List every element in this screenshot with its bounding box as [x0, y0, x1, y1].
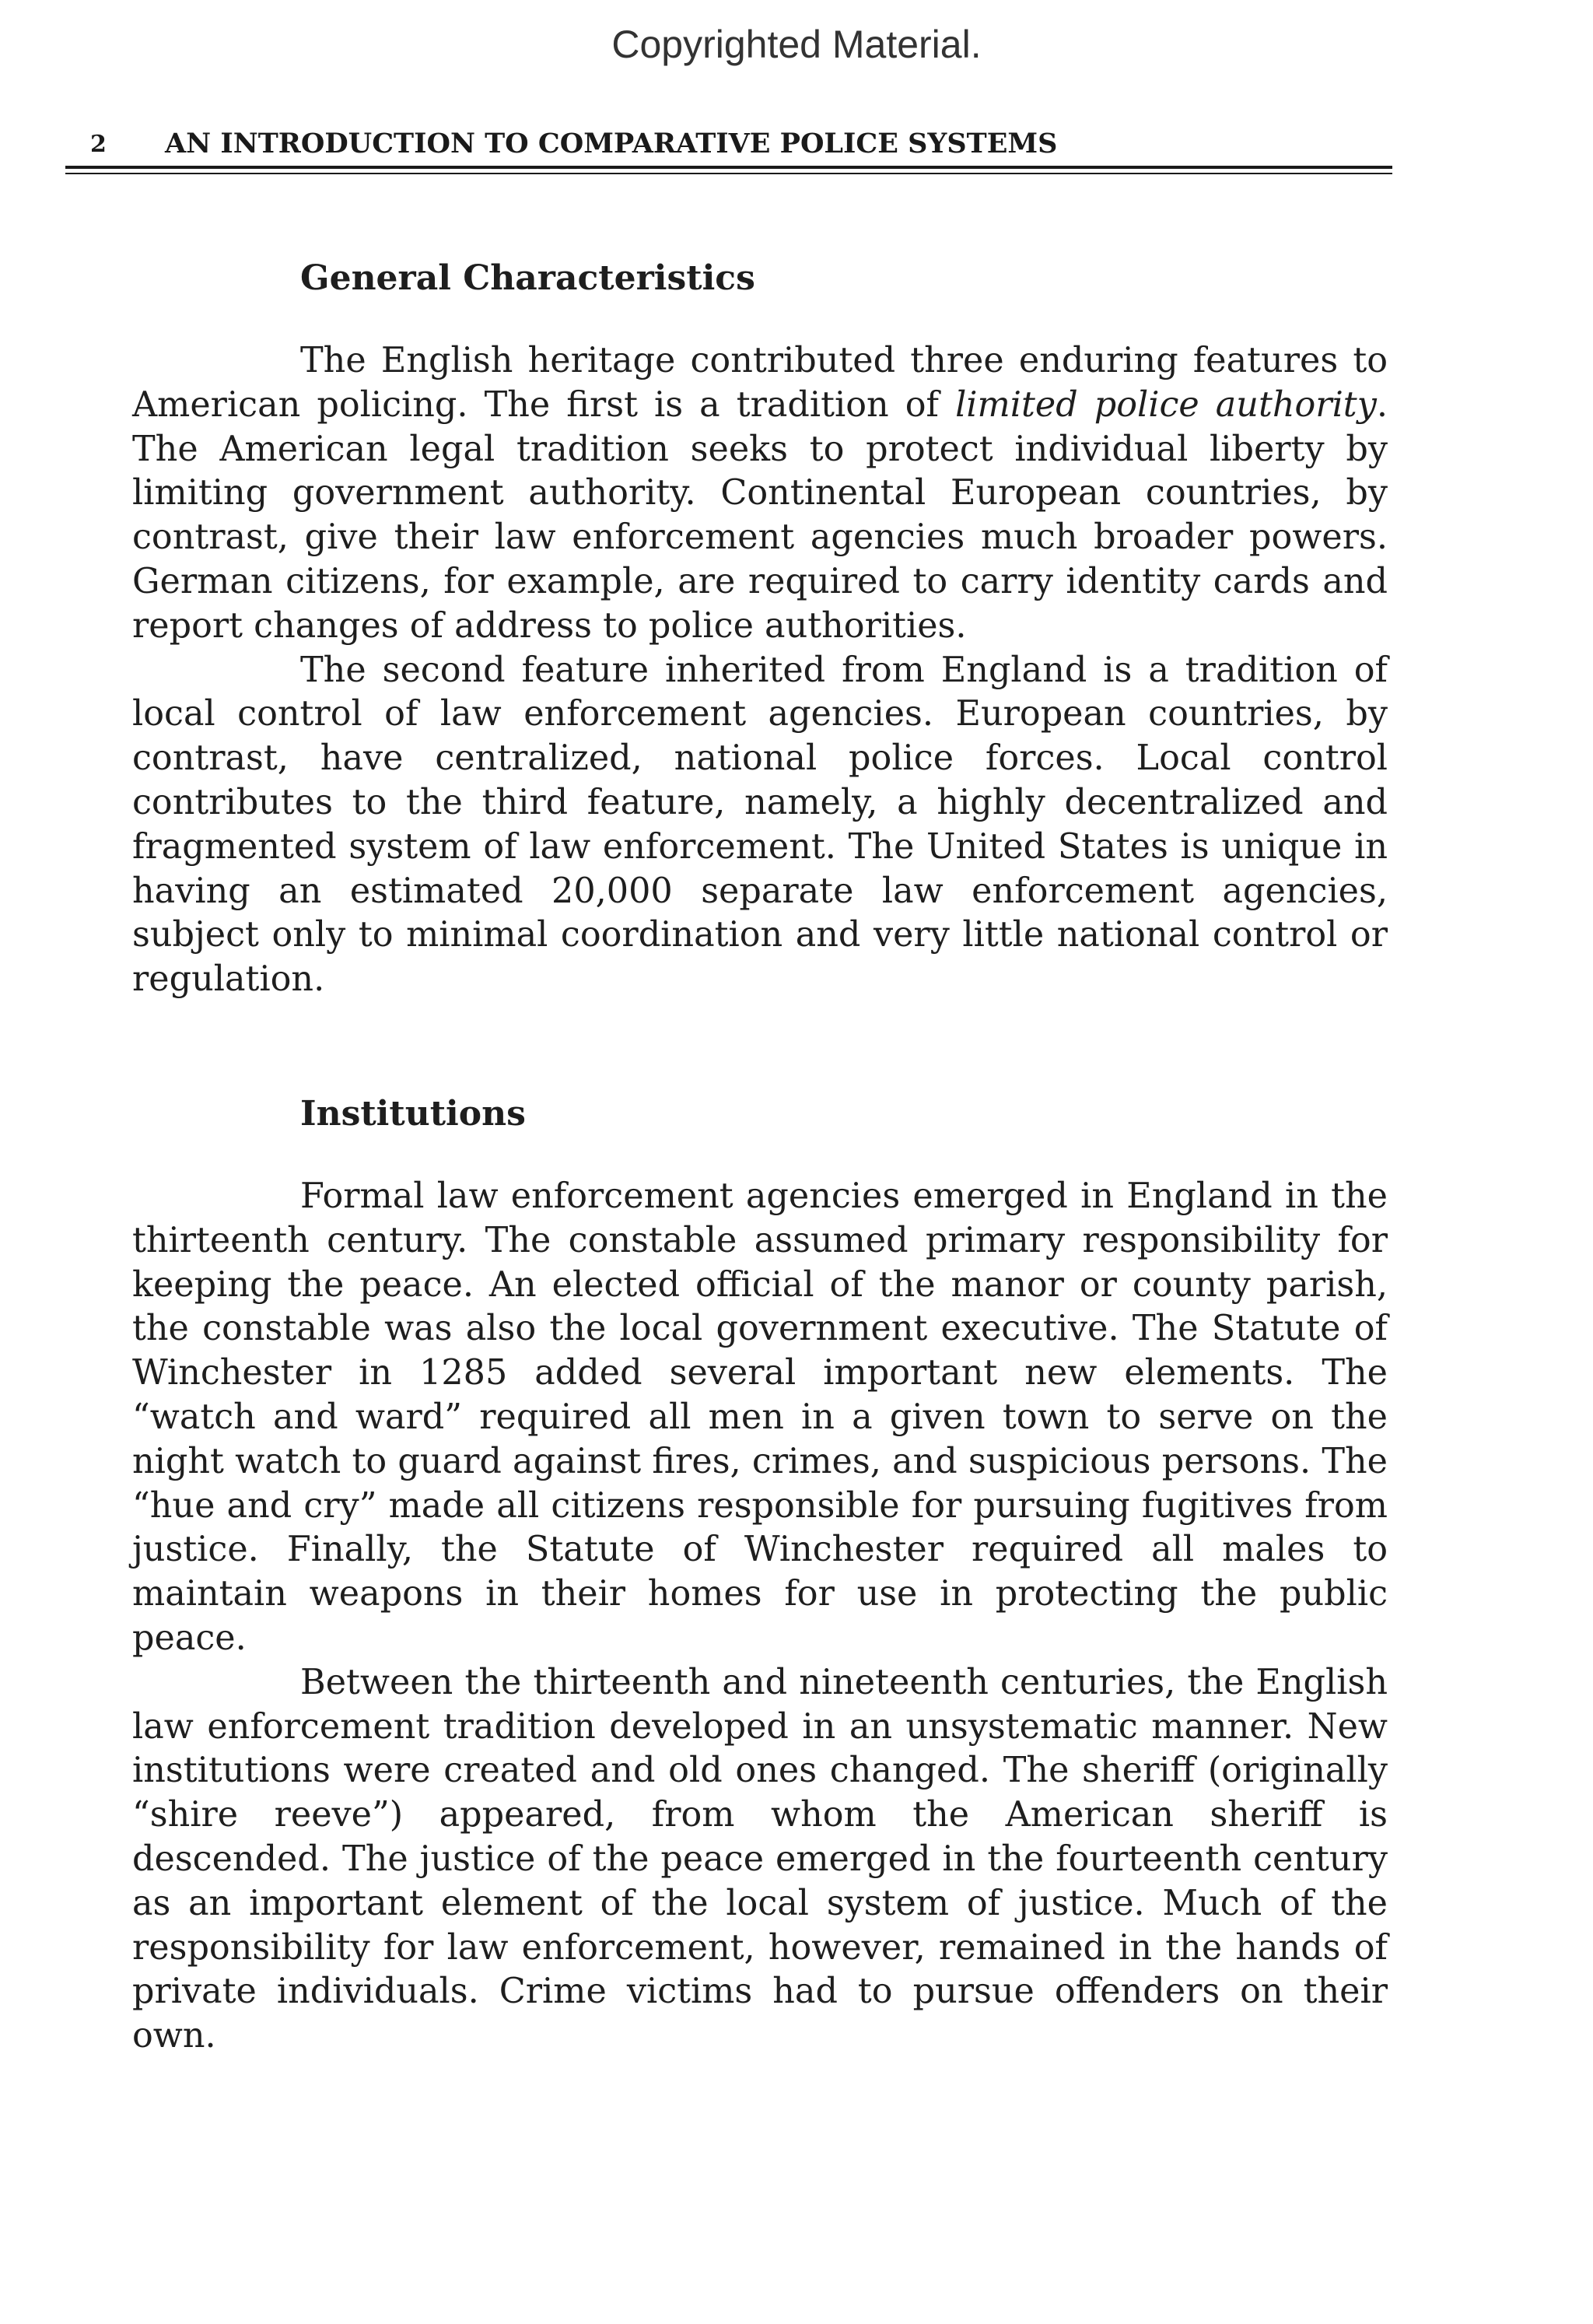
emphasis-text: limited police authority — [955, 384, 1377, 425]
header-rule-thick — [65, 166, 1392, 169]
book-title: AN INTRODUCTION TO COMPARATIVE POLICE SYSTEMS — [165, 128, 1058, 159]
paragraph: The second feature inherited from England is a tradition of local control of law enforcement agencies. European countries, by contrast, have centralized, national police forces. Local control contributes to the third feature, namely, a highly decentralized and fragmented system of law enforcement. The United States is unique in having an estimated 20,000 separate law enforcement agencies, subject only to minimal coordination and very little national control or regulation. — [132, 650, 1388, 1000]
page-body — [132, 251, 1388, 2059]
header-rule-thin — [65, 173, 1392, 174]
paragraph-text: . The American legal tradition seeks to protect individual liberty by limiting government authority. Continental European countries, by contrast, give their law enforcement agencies much broader powers. German citizens, for example, are required to carry identity cards and report changes of address to police authorities. — [132, 384, 1388, 646]
copyright-watermark: Copyrighted Material. — [611, 23, 982, 66]
paragraph: Between the thirteenth and nineteenth centuries, the English law enforcement tradition developed in an unsystematic manner. New institutions were created and old ones changed. The sheriff (originally “shire reeve”) appeared, from whom the American sheriff is descended. The justice of the peace emerged in the fourteenth century as an important element of the local system of justice. Much of the responsibility for law enforcement, however, remained in the hands of private individuals. Crime victims had to pursue offenders on their own. — [132, 1662, 1388, 2056]
section-heading-general-characteristics: General Characteristics — [300, 258, 755, 298]
page-number: 2 — [90, 131, 107, 158]
section-heading-institutions: Institutions — [300, 1093, 526, 1134]
paragraph-text: The English heritage contributed three enduring features to American policing. The first is a tradition of — [132, 341, 1388, 425]
paragraph: Formal law enforcement agencies emerged in England in the thirteenth century. The constable assumed primary responsibility for keeping the peace. An elected official of the manor or county parish, the constable was also the local government executive. The Statute of Winchester in 1285 added several important new elements. The “watch and ward” required all men in a given town to serve on the night watch to guard against fires, crimes, and suspicious persons. The “hue and cry” made all citizens responsible for pursuing fugitives from justice. Finally, the Statute of Winchester required all males to maintain weapons in their homes for use in protecting the public peace. — [132, 1176, 1388, 1658]
paragraph — [132, 339, 1388, 649]
